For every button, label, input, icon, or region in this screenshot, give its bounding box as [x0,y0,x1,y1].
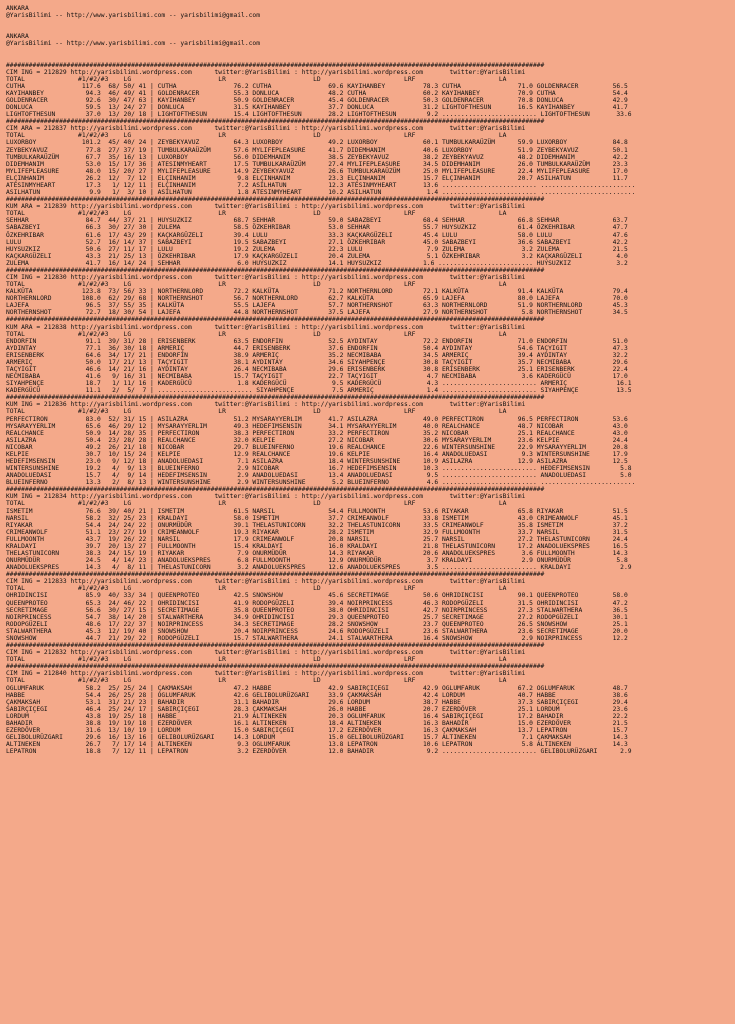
header-line: ANKARA [6,5,29,12]
column-headers: TOTAL #1/#2/#3 LG LR LD LRF LA [6,677,507,685]
separator-line: ############################################################################################################################################## [6,316,545,324]
race-title: CIM ING = 212830 http://yarisbilimi.wordpress.com twitter:@YarisBilimi : http://yarisbilimi.wordpress.com twitter:@YarisBilimi [6,273,526,281]
race-row: ALTINEKEN 26.7 7/ 17/ 14 | ALTINEKEN 9.3 OGLUMFARUK 13.8 LEPATRON 10.6 LEPATRON 5.8 ALTINEKEN 14.3 [6,741,628,749]
race-row: KELPIE 30.7 10/ 15/ 24 | KELPIE 12.9 REALCHANCE 19.6 KELPIE 16.4 ANADOLUEDASI 9.3 WINTERSUNSHINE 17.9 [6,450,628,458]
race-row: NORTHERNLORD 108.0 62/ 29/ 68 | NORTHERNSHOT 56.7 NORTHERNLORD 62.7 KALKÜTA 65.9 LAJEFA 80.0 LAJEFA 70.0 [6,295,628,303]
race-row: ENDORFIN 91.1 39/ 31/ 28 | ERISENBERK 63.5 ENDORFIN 52.5 AYDINTAY 72.2 ENDORFIN 71.0 ENDORFIN 51.0 [6,337,628,345]
race-row: HEDEFIMSENSIN 23.0 9/ 12/ 18 | ANADOLUEDASI 7.1 ASILAZRA 18.4 WINTERSUNSHINE 10.9 ASILAZRA 12.9 ASILAZRA 12.5 [6,458,628,465]
column-headers: TOTAL #1/#2/#3 LG LR LD LRF LA [6,500,507,508]
race-row: QUEENPROTEO 65.3 24/ 46/ 22 | OHRIDINCISI 41.9 RODOPGÜZELI 39.4 NOIRPRINCESS 46.3 RODOPGÜZELI 31.5 OHRIDINCISI 47.2 [6,599,628,607]
race-title: KUM ARA = 212838 http://yarisbilimi.wordpress.com twitter:@YarisBilimi : http://yarisbilimi.wordpress.com twitter:@YarisBilimi [6,323,526,331]
race-row: MYSARAYYERLIM 65.6 46/ 29/ 12 | MYSARAYYERLIM 49.3 HEDEFIMSENSIN 34.1 MYSARAYYERLIM 40.0 REALCHANCE 48.7 NICOBAR 43.0 [6,422,628,430]
separator-line: ############################################################################################################################################## [6,394,545,402]
race-title: KUM ING = 212834 http://yarisbilimi.wordpress.com twitter:@YarisBilimi : http://yarisbilimi.wordpress.com twitter:@YarisBilimi [6,493,526,501]
separator-line: ############################################################################################################################################## [6,486,545,494]
race-row: LULU 52.7 16/ 14/ 37 | SABAZBEYI 19.5 SABAZBEYI 27.1 ÖZKEHRIBAR 45.0 SABAZBEYI 36.6 SABAZBEYI 42.2 [6,238,628,246]
column-headers: TOTAL #1/#2/#3 LG LR LD LRF LA [6,281,507,289]
race-row: LUXORBOY 101.2 45/ 40/ 24 | ZEYBEKYAVUZ 64.3 LUXORBOY 49.2 LUXORBOY 60.1 TUMBULKARAÜZÜM 59.9 LUXORBOY 84.8 [6,139,628,147]
blank-line [6,26,735,33]
race-row: PERFECTIRON 83.0 52/ 31/ 15 | ASILAZRA 51.2 MYSARAYYERLIM 41.7 ASILAZRA 49.0 PERFECTIRON 96.5 PERFECTIRON 53.6 [6,415,628,423]
race-row: ISMETIM 76.6 39/ 40/ 21 | ISMETIM 61.5 NARSIL 54.4 FULLMOONTH 53.6 RIYAKAR 65.8 RIYAKAR 51.5 [6,507,628,515]
race-row: THELASTUNICORN 38.3 24/ 15/ 19 | RIYAKAR 7.9 ONURMÜDÜR 14.3 RIYAKAR 20.6 ANADOLUEKSPRES 3.6 FULLMOONTH 14.3 [6,550,628,558]
race-row: ANADOLUEDASI 15.7 4/ 9/ 14 | HEDEFIMSENSIN 2.9 ANADOLUEDASI 13.4 ANADOLUEDASI 9.5 ......................... ANADOLUEDASI 5.0 [6,472,632,480]
race-row: GOLDENRACER 92.6 30/ 47/ 63 | KAYIHANBEY 50.9 GOLDENRACER 45.4 GOLDENRACER 50.3 GOLDENRACER 70.8 DONLUCA 42.9 [6,97,628,105]
race-row: KAÇKARGÜZELI 43.3 21/ 25/ 13 | ÖZKEHRIBAR 17.9 KAÇKARGÜZELI 20.4 ZULEMA 5.1 ÖZKEHRIBAR 3.2 KAÇKARGÜZELI 4.0 [6,252,628,260]
race-row: ÖZKEHRIBAR 61.6 17/ 43/ 29 | KAÇKARGÜZELI 39.4 LULU 33.3 KAÇKARGÜZELI 45.4 LULU 58.0 LULU 47.6 [6,231,628,239]
race-row: ÇAKMAKSAH 53.1 31/ 21/ 23 | BAHADIR 31.1 BAHADIR 29.6 LORDUM 38.7 HABBE 37.3 SABIRÇIÇEGI 29.4 [6,698,628,706]
race-row: ARMERIÇ 50.0 17/ 21/ 13 | TAÇYIGIT 38.1 AYDINTAY 34.6 SIYAHPENÇE 30.8 TAÇYIGIT 35.7 NECMIBABA 29.6 [6,358,628,366]
race-row: NOIRPRINCESS 54.7 38/ 14/ 20 | STALWARTHERA 34.9 OHRIDINCISI 29.3 QUEENPROTEO 25.7 SECRETIMAGE 27.2 RODOPGÜZELI 30.1 [6,613,628,621]
blank-line [6,47,735,54]
race-row: KRALDAYI 39.7 20/ 13/ 27 | FULLMOONTH 15.4 KRALDAYI 16.0 KRALDAYI 21.8 THELASTUNICORN 17.2 ANADOLUEKSPRES 16.5 [6,542,628,550]
race-title: CIM ING = 212833 http://yarisbilimi.wordpress.com twitter:@YarisBilimi : http://yarisbilimi.wordpress.com twitter:@YarisBilimi [6,578,526,586]
separator-line: ############################################################################################################################################## [6,663,545,671]
race-row: REALCHANCE 50.9 14/ 28/ 35 | PERFECTIRON 38.3 PERFECTIRON 33.2 PERFECTIRON 35.2 NICOBAR 25.1 REALCHANCE 43.0 [6,429,628,437]
race-row: NECMIBABA 41.6 9/ 16/ 31 | NECMIBABA 15.7 TAÇYIGIT 22.7 TAÇYIGIT 4.7 NECMIBABA 3.6 KADERGÜCÜ 17.0 [6,373,628,381]
race-row: OHRIDINCISI 85.9 40/ 33/ 34 | QUEENPROTEO 42.5 SNOWSHOW 45.6 SECRETIMAGE 50.6 OHRIDINCISI 90.1 QUEENPROTEO 58.0 [6,592,628,600]
race-row: LAJEFA 96.5 37/ 55/ 35 | KALKÜTA 55.5 LAJEFA 57.7 NORTHERNSHOT 63.3 NORTHERNLORD 51.9 NORTHERNLORD 45.3 [6,302,628,310]
race-row: RIYAKAR 54.4 24/ 24/ 22 | ONURMÜDÜR 39.1 THELASTUNICORN 32.2 THELASTUNICORN 33.5 CRIMEANWOLF 35.8 ISMETIM 37.2 [6,521,628,529]
race-row: TUMBULKARAÜZÜM 67.7 35/ 16/ 13 | LUXORBOY 56.0 DIDEMHANIM 38.5 ZEYBEKYAVUZ 38.2 ZEYBEKYAVUZ 48.2 DIDEMHANIM 42.2 [6,153,628,161]
race-row: CRIMEANWOLF 51.1 23/ 27/ 19 | CRIMEANWOLF 19.3 RIYAKAR 28.2 ISMETIM 32.9 FULLMOONTH 33.7 NARSIL 31.5 [6,528,628,536]
race-row: STALWARTHERA 45.3 12/ 19/ 40 | SNOWSHOW 20.4 NOIRPRINCESS 24.6 RODOPGÜZELI 23.6 STALWARTHERA 23.6 SECRETIMAGE 20.0 [6,627,628,635]
race-row: WINTERSUNSHINE 19.2 4/ 9/ 13 | BLUEINFERNO 2.9 NICOBAR 16.7 HEDEFIMSENSIN 10.3 ......................... HEDEFIMSENSIN 5.8 [6,465,632,473]
race-row: DONLUCA 59.5 13/ 24/ 27 | DONLUCA 31.5 KAYIHANBEY 37.7 DONLUCA 31.2 LIGHTOFTHESUN 16.5 KAYIHANBEY 41.7 [6,104,628,112]
race-row: CUTHA 117.6 68/ 50/ 41 | CUTHA 76.2 CUTHA 69.6 KAYIHANBEY 78.3 CUTHA 71.0 GOLDENRACER 56.5 [6,82,628,90]
race-row: LORDUM 43.8 19/ 25/ 18 | HABBE 21.9 ALTINEKEN 20.3 OGLUMFARUK 16.4 SABIRÇIÇEGI 17.2 BAHADIR 22.2 [6,712,628,720]
race-row: HUYSUZKIZ 50.6 27/ 11/ 17 | LULU 19.2 ZULEMA 22.3 LULU 7.9 ZULEMA 3.2 ZULEMA 21.5 [6,245,628,253]
race-title: CIM ING = 212832 http://yarisbilimi.wordpress.com twitter:@YarisBilimi : http://yarisbilimi.wordpress.com twitter:@YarisBilimi [6,649,526,657]
race-row: SABAZBEYI 66.3 30/ 27/ 30 | ZULEMA 58.5 ÖZKEHRIBAR 53.0 SEHHAR 55.7 HUYSUZKIZ 61.4 ÖZKEHRIBAR 47.7 [6,224,628,232]
separator-line: ############################################################################################################################################## [6,196,545,204]
race-row: ELÇINHANIM 26.2 12/ 7/ 12 | ELÇINHANIM 9.8 ELÇINHANIM 23.3 ELÇINHANIM 15.7 ELÇINHANIM 20.7 ASILHATUN 11.7 [6,174,628,182]
race-row: SABIRÇIÇEGI 46.4 25/ 24/ 17 | SABIRÇIÇEGI 28.3 ÇAKMAKSAH 26.0 HABBE 20.7 EZERDÖVER 25.1 LORDUM 23.6 [6,705,628,713]
race-row: RODOPGÜZELI 48.6 17/ 22/ 37 | NOIRPRINCESS 34.3 SECRETIMAGE 28.2 SNOWSHOW 23.7 QUEENPROTEO 26.5 SNOWSHOW 25.1 [6,620,628,628]
column-headers: TOTAL #1/#2/#3 LG LR LD LRF LA [6,656,507,664]
race-row: AYDINTAY 77.1 36/ 30/ 18 | ARMERIÇ 44.7 ERISENBERK 37.6 ENDORFIN 50.4 AYDINTAY 54.6 TAÇYIGIT 47.3 [6,344,628,352]
race-row: ERISENBERK 64.6 34/ 17/ 21 | ENDORFIN 38.9 ARMERIÇ 35.2 NECMIBABA 34.5 ARMERIÇ 39.4 AYDINTAY 32.2 [6,351,628,359]
race-row: HABBE 54.4 26/ 25/ 28 | OGLUMFARUK 42.6 GELIBOLURÜZGARI 33.9 ÇAKMAKSAH 42.4 LORDUM 40.7 HABBE 38.6 [6,691,628,699]
race-row: SECRETIMAGE 56.6 30/ 27/ 15 | SECRETIMAGE 35.8 QUEENPROTEO 38.0 OHRIDINCISI 42.7 NOIRPRINCESS 27.3 STALWARTHERA 36.5 [6,606,628,614]
header-line: ANKARA [6,33,29,41]
race-row: EZERDÖVER 31.6 13/ 10/ 19 | LORDUM 15.0 SABIRÇIÇEGI 17.2 EZERDÖVER 16.3 ÇAKMAKSAH 13.7 LEPATRON 15.7 [6,726,628,734]
separator-line: ############################################################################################################################################## [6,642,545,650]
race-row: NICOBAR 49.2 26/ 21/ 18 | NICOBAR 29.7 BLUEINFERNO 19.6 REALCHANCE 22.6 WINTERSUNSHINE 22.9 MYSARAYYERLIM 20.8 [6,443,628,451]
race-title: KUM ARA = 212839 http://yarisbilimi.wordpress.com twitter:@YarisBilimi : http://yarisbilimi.wordpress.com twitter:@YarisBilimi [6,203,526,211]
race-title: CIM ARA = 212837 http://yarisbilimi.wordpress.com twitter:@YarisBilimi : http://yarisbilimi.wordpress.com twitter:@YarisBilimi [6,125,526,133]
race-title: CIM ING = 212829 http://yarisbilimi.wordpress.com twitter:@YarisBilimi : http://yarisbilimi.wordpress.com twitter:@YarisBilimi [6,68,526,76]
column-headers: TOTAL #1/#2/#3 LG LR LD LRF LA [6,408,507,416]
race-row: ZULEMA 41.7 16/ 14/ 24 | SEHHAR 6.0 HUYSUZKIZ 14.1 HUYSUZKIZ 1.6 ......................... HUYSUZKIZ 3.2 [6,259,628,267]
header-line: @YarisBilimi -- http://www.yarisbilimi.com -- yarisbilimi@gmail.com [6,12,261,20]
race-row: ZEYBEKYAVUZ 77.8 27/ 37/ 19 | TUMBULKARAÜZÜM 57.6 MYLIFEPLEASURE 41.7 DIDEMHANIM 40.6 LUXORBOY 51.9 ZEYBEKYAVUZ 50.1 [6,146,628,154]
header-line: @YarisBilimi -- http://www.yarisbilimi.com -- yarisbilimi@gmail.com [6,40,261,48]
race-row: SIYAHPENÇE 18.7 1/ 11/ 16 | KADERGÜCÜ 1.8 KADERGÜCÜ 9.5 KADERGÜCÜ 4.3 ......................... ARMERIÇ 16.1 [6,380,632,388]
race-row: LIGHTOFTHESUN 37.0 13/ 20/ 18 | LIGHTOFTHESUN 15.4 LIGHTOFTHESUN 28.2 LIGHTOFTHESUN 9.2 ......................... LIGHTOFTHESUN 33.6 [6,111,632,119]
race-row: SNOWSHOW 44.7 21/ 29/ 22 | RODOPGÜZELI 15.7 STALWARTHERA 24.1 STALWARTHERA 16.4 SNOWSHOW 2.9 NOIRPRINCESS 12.2 [6,634,628,642]
race-row: FULLMOONTH 43.7 19/ 26/ 22 | NARSIL 17.9 CRIMEANWOLF 20.8 NARSIL 25.7 NARSIL 27.2 THELASTUNICORN 24.4 [6,535,628,543]
race-row: KADERGÜCÜ 11.1 2/ 5/ 7 | ......................... SIYAHPENÇE 7.5 ARMERIÇ 1.4 ......................... SIYAHPENÇE 13.5 [6,387,632,395]
race-row: TAÇYIGIT 46.6 14/ 21/ 16 | AYDINTAY 26.4 NECMIBABA 29.6 ERISENBERK 30.8 ERISENBERK 25.1 ERISENBERK 22.4 [6,365,628,373]
race-row: SEHHAR 84.7 44/ 37/ 21 | HUYSUZKIZ 68.7 SEHHAR 59.0 SABAZBEYI 68.4 SEHHAR 66.8 SEHHAR 63.7 [6,217,628,225]
race-row: ATESINMYHEART 17.3 1/ 12/ 11 | ELÇINHANIM 7.2 ASILHATUN 12.3 ATESINMYHEART 13.6 ......................... ......................... [6,181,636,189]
race-title: KUM ING = 212836 http://yarisbilimi.wordpress.com twitter:@YarisBilimi : http://yarisbilimi.wordpress.com twitter:@YarisBilimi [6,401,526,409]
column-headers: TOTAL #1/#2/#3 LG LR LD LRF LA [6,330,507,338]
race-row: ASILAZRA 50.4 23/ 28/ 28 | REALCHANCE 32.0 KELPIE 27.2 NICOBAR 30.6 MYSARAYYERLIM 23.6 KELPIE 24.4 [6,436,628,444]
separator-line: ############################################################################################################################################## [6,266,545,274]
blank-line [6,19,735,26]
race-row: DIDEMHANIM 53.0 15/ 17/ 36 | ATESINMYHEART 17.5 TUMBULKARAÜZÜM 27.4 MYLIFEPLEASURE 34.5 DIDEMHANIM 26.0 TUMBULKARAÜZÜM 23.3 [6,160,628,168]
column-headers: TOTAL #1/#2/#3 LG LR LD LRF LA [6,210,507,218]
race-row: BLUEINFERNO 13.3 2/ 8/ 13 | WINTERSUNSHINE 2.9 WINTERSUNSHINE 5.2 BLUEINFERNO 4.6 ......................... ......................... [6,479,636,487]
separator-line: ############################################################################################################################################## [6,571,545,579]
column-headers: TOTAL #1/#2/#3 LG LR LD LRF LA [6,585,507,593]
race-row: ANADOLUEKSPRES 14.3 4/ 8/ 11 | THELASTUNICORN 3.2 ANADOLUEKSPRES 12.6 ANADOLUEKSPRES 3.5 ......................... KRALDAYI 2.9 [6,564,632,572]
race-row: NARSIL 58.2 32/ 25/ 23 | KRALDAYI 58.0 ISMETIM 37.7 CRIMEANWOLF 33.8 ISMETIM 43.0 CRIMEANWOLF 45.1 [6,514,628,522]
race-row: KALKÜTA 123.8 73/ 56/ 33 | NORTHERNLORD 72.2 KALKÜTA 71.2 NORTHERNLORD 72.1 KALKÜTA 91.4 KALKÜTA 79.4 [6,288,628,296]
separator-line: ############################################################################################################################################## [6,61,545,69]
race-row: MYLIFEPLEASURE 48.0 15/ 20/ 27 | MYLIFEPLEASURE 14.9 ZEYBEKYAVUZ 26.6 TUMBULKARAÜZÜM 25.0 MYLIFEPLEASURE 22.4 MYLIFEPLEASURE 17.0 [6,167,628,175]
race-row: OGLUMFARUK 58.2 25/ 25/ 24 | ÇAKMAKSAH 47.2 HABBE 42.9 SABIRÇIÇEGI 42.9 OGLUMFARUK 67.2 OGLUMFARUK 48.7 [6,684,628,692]
race-row: KAYIHANBEY 94.3 46/ 49/ 41 | GOLDENRACER 55.3 DONLUCA 48.2 CUTHA 60.2 KAYIHANBEY 70.9 CUTHA 54.4 [6,89,628,97]
column-headers: TOTAL #1/#2/#3 LG LR LD LRF LA [6,132,507,140]
race-row: ASILHATUN 9.9 1/ 3/ 10 | ASILHATUN 1.8 ATESINMYHEART 10.2 ASILHATUN 1.4 ......................... ......................... [6,189,636,197]
separator-line: ############################################################################################################################################## [6,118,545,126]
race-title: CIM ING = 212840 http://yarisbilimi.wordpress.com twitter:@YarisBilimi : http://yarisbilimi.wordpress.com twitter:@YarisBilimi [6,670,526,678]
race-row: ONURMÜDÜR 24.5 4/ 14/ 23 | ANADOLUEKSPRES 6.8 FULLMOONTH 12.9 ONURMÜDÜR 3.7 KRALDAYI 2.9 ONURMÜDÜR 5.8 [6,557,628,565]
race-row: BAHADIR 38.8 19/ 19/ 18 | EZERDÖVER 16.1 ALTINEKEN 18.4 ALTINEKEN 16.3 BAHADIR 15.0 EZERDÖVER 21.5 [6,719,628,727]
race-row: GELIBOLURÜZGARI 29.6 16/ 13/ 16 | GELIBOLURÜZGARI 14.3 LORDUM 15.0 GELIBOLURÜZGARI 15.7 ALTINEKEN 7.1 ÇAKMAKSAH 14.3 [6,734,628,742]
blank-line [6,55,735,62]
race-row: NORTHERNSHOT 72.7 18/ 30/ 54 | LAJEFA 44.8 NORTHERNSHOT 37.5 LAJEFA 27.9 NORTHERNSHOT 5.8 NORTHERNSHOT 34.5 [6,309,628,317]
race-row: LEPATRON 18.8 7/ 12/ 11 | LEPATRON 3.2 EZERDÖVER 12.0 BAHADIR 9.2 ......................... GELIBOLURÜZGARI 2.9 [6,748,632,756]
column-headers: TOTAL #1/#2/#3 LG LR LD LRF LA [6,75,507,83]
